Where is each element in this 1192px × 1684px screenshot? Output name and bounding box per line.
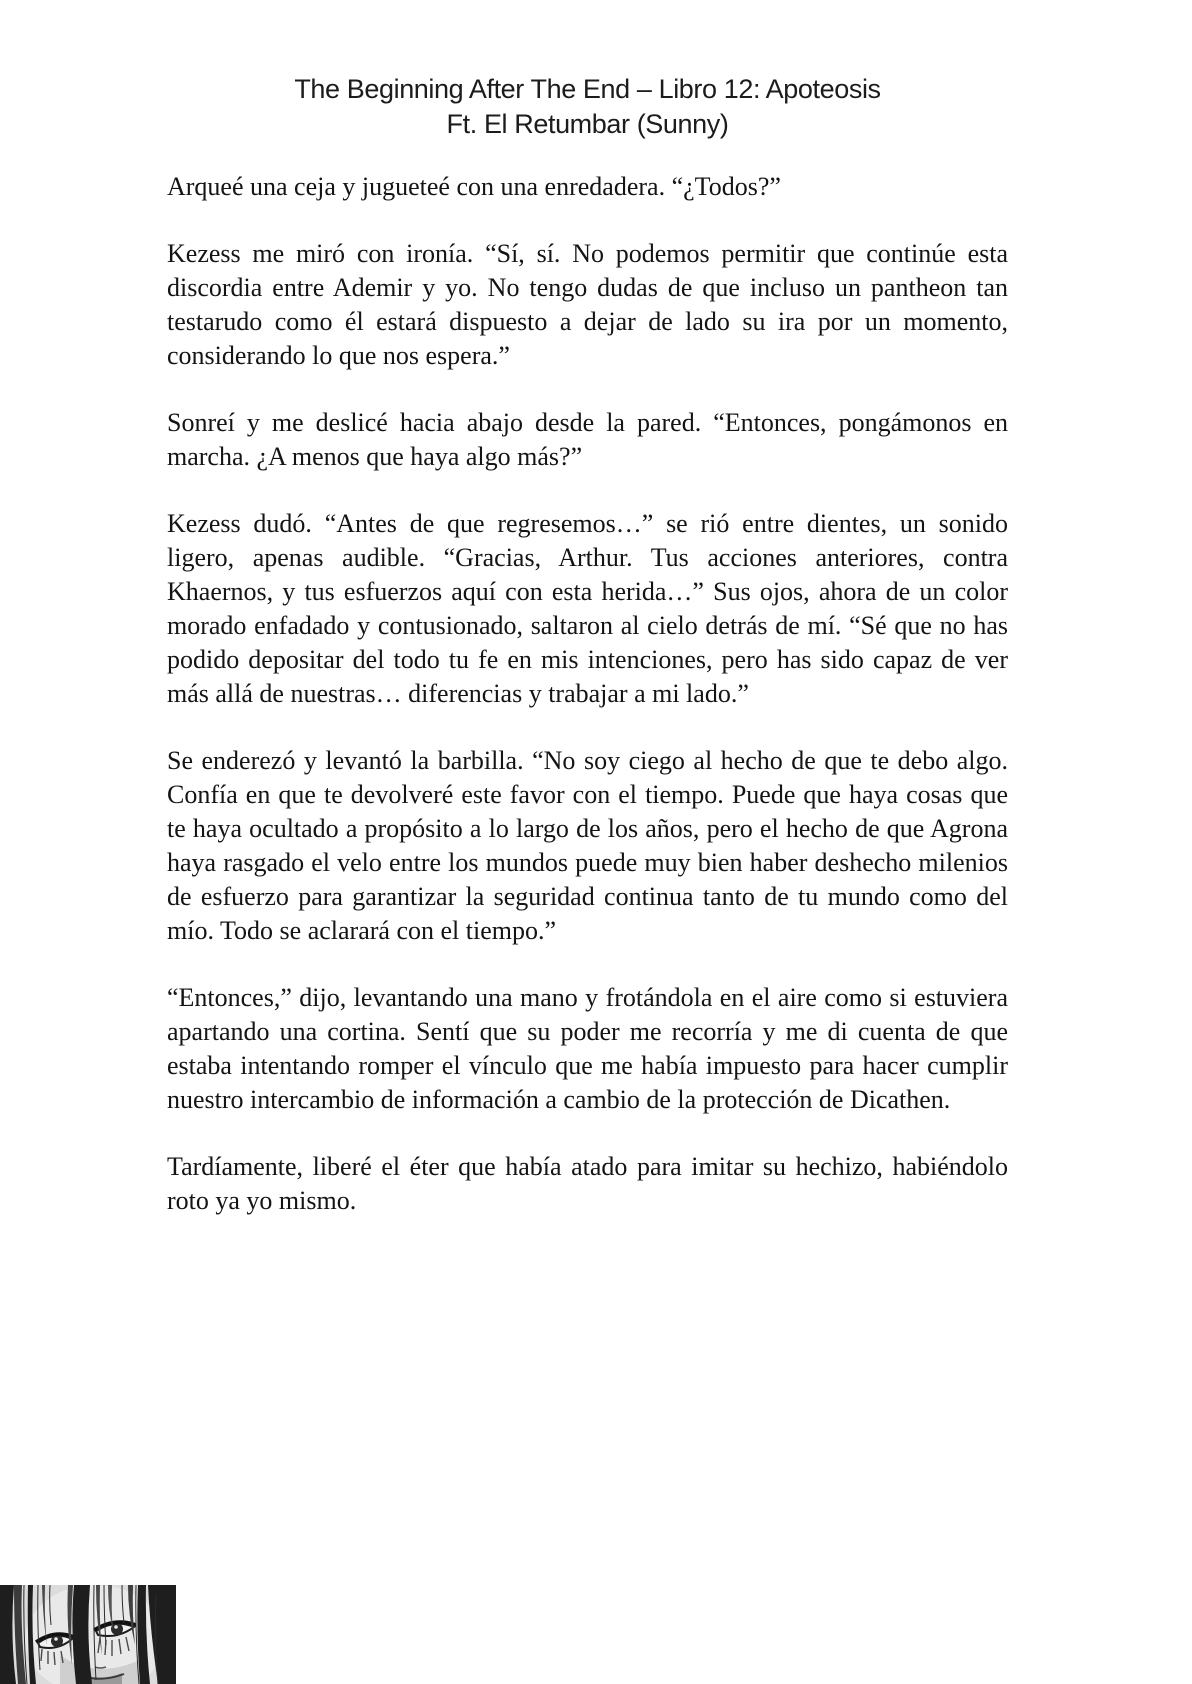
document-body <box>167 170 1008 1218</box>
paragraph: “Entonces,” dijo, levantando una mano y frotándola en el aire como si estuviera apartando una cortina. Sentí que su poder me recorría y me di cuenta de que estaba intentando romper el vínculo que me había impuesto para hacer cumplir nuestro intercambio de información a cambio de la protección de Dicathen. <box>167 983 1008 1114</box>
paragraph: Sonreí y me deslicé hacia abajo desde la pared. “Entonces, pongámonos en marcha. ¿A menos que haya algo más?” <box>167 408 1008 471</box>
document-subtitle: Ft. El Retumbar (Sunny) <box>446 109 729 139</box>
document-header <box>167 72 1008 142</box>
paragraph: Kezess dudó. “Antes de que regresemos…” se rió entre dientes, un sonido ligero, apenas audible. “Gracias, Arthur. Tus acciones anteriores, contra Khaernos, y tus esfuerzos aquí con esta herida…” Sus ojos, ahora de un color morado enfadado y contusionado, saltaron al cielo detrás de mí. “Sé que no has podido depositar del todo tu fe en mis intenciones, pero has sido capaz de ver más allá de nuestras… diferencias y trabajar a mi lado.” <box>167 509 1008 708</box>
paragraph: Kezess me miró con ironía. “Sí, sí. No podemos permitir que continúe esta discordia entre Ademir y yo. No tengo dudas de que incluso un pantheon tan testarudo como él estará dispuesto a dejar de lado su ira por un momento, considerando lo que nos espera.” <box>167 239 1008 370</box>
manga-eyes-artwork <box>0 1585 176 1684</box>
document-title: The Beginning After The End – Libro 12: Apoteosis <box>294 74 881 104</box>
paragraph: Se enderezó y levantó la barbilla. “No soy ciego al hecho de que te debo algo. Confía en que te devolveré este favor con el tiempo. Puede que haya cosas que te haya ocultado a propósito a lo largo de los años, pero el hecho de que Agrona haya rasgado el velo entre los mundos puede muy bien haber deshecho milenios de esfuerzo para garantizar la seguridad continua tanto de tu mundo como del mío. Todo se aclarará con el tiempo.” <box>167 746 1008 945</box>
paragraph: Tardíamente, liberé el éter que había atado para imitar su hechizo, habiéndolo roto ya yo mismo. <box>167 1152 1008 1215</box>
paragraph: Arqueé una ceja y jugueteé con una enredadera. “¿Todos?” <box>167 172 781 201</box>
manga-face-image <box>0 1585 176 1684</box>
text-column <box>167 72 1008 1251</box>
